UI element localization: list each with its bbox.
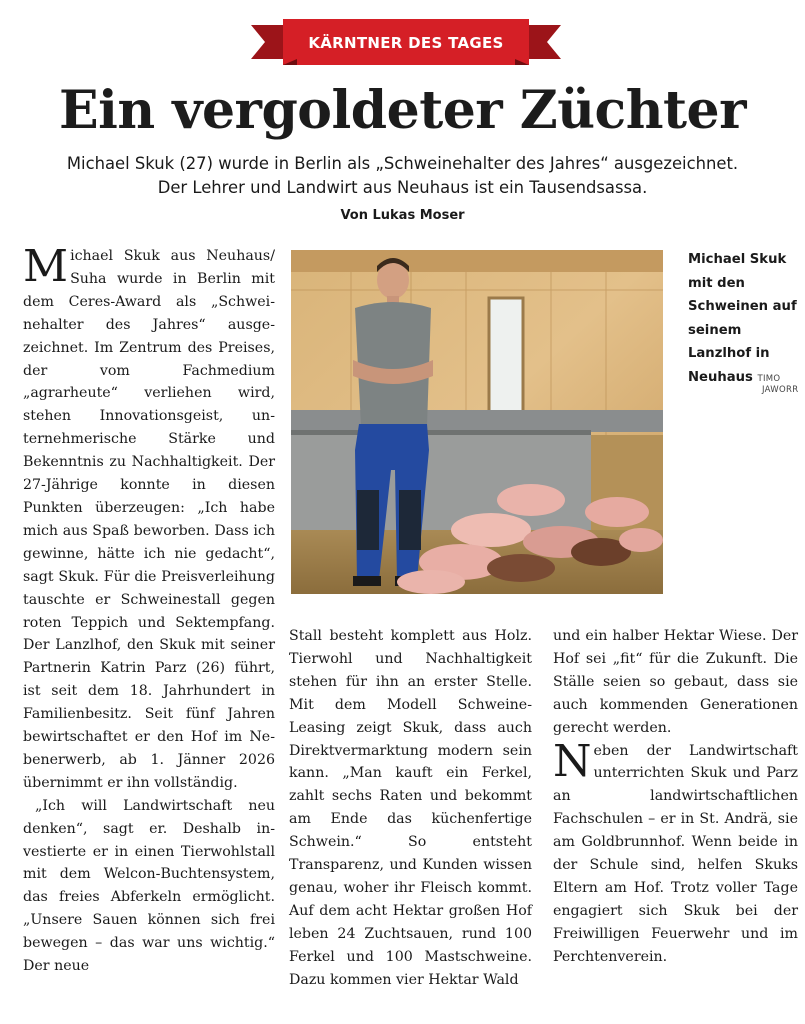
headline: Ein vergoldeter Züchter bbox=[58, 80, 747, 141]
article-photo bbox=[291, 250, 663, 594]
caption-text: Michael Skuk mit den Schweinen auf seinem Lanzlhof in Neuhaus bbox=[688, 252, 797, 385]
drop-cap: M bbox=[23, 241, 69, 292]
article-paragraph-3 bbox=[553, 735, 798, 969]
article-paragraph-2: „Ich will Landwirtschaft neu denken“, sagt er. Deshalb investierte er in einen Tierwohlstall mit dem Welcon-Buchtensystem, das freies Abferkeln ermöglicht. „Unsere Sauen können sich frei bewegen – das war uns wichtig.“ Der neue bbox=[23, 797, 275, 975]
article-paragraph-2-cont: Stall besteht komplett aus Holz. Tierwohl und Nachhaltigkeit stehen für ihn an erster Stelle. Mit dem Modell Schweine-Leasing zeigt Skuk, dass auch Direktvermarktung modern sein kann. „Man kauft ein Ferkel, zahlt sechs Raten und bekommt am Ende das küchenfertige Schwein.“ So entsteht Transparenz, und Kunden wissen genau, woher ihr Fleisch kommt. Auf dem acht Hektar großen Hof leben 24 Zuchtsauen, rund 100 Ferkel und 100 Mastschweine. Dazu kommen vier Hektar Wald bbox=[289, 628, 532, 988]
article-column-3 bbox=[553, 625, 798, 969]
article-column-2 bbox=[289, 625, 532, 992]
photo-farmer-with-pigs bbox=[291, 250, 663, 594]
kicker-ribbon bbox=[251, 19, 561, 65]
article-column-1 bbox=[23, 241, 275, 978]
photo-credit-line-2: JAWORR bbox=[762, 385, 799, 395]
article-paragraph-2-end: und ein halber Hektar Wiese. Der Hof sei „fit“ für die Zukunft. Die Ställe seien so gebaut, dass sie auch kommenden Generationen gerecht werden. bbox=[553, 628, 798, 736]
photo-credit: TIMO bbox=[757, 373, 781, 384]
paragraph-text: ichael Skuk aus Neuhaus/ Suha wurde in Berlin mit dem Ceres-Award als „Schweinehalter des Jahres“ ausgezeichnet. Im Zentrum des Preises, der vom Fachmedium „agrarheute“ verliehen wird, stehen Innovationsgeist, unternehmerische Stärke und Bekenntnis zu Nachhaltigkeit. Der 27-Jährige konnte in diesen Punkten überzeugen: „Ich habe mich aus Spaß beworben. Dass ich gewinne, hätte ich nie gedacht“, sagt Skuk. Für die Preisverleihung tauschte er Schweinestall gegen roten Teppich und Sektempfang. Der Lanzlhof, den Skuk mit seiner Partnerin Katrin Parz (26) führt, ist seit dem 18. Jahrhundert in Familienbesitz. Seit fünf Jahren bewirtschaftet er den Hof im Nebenerwerb, ab 1. Jänner 2026 übernimmt er ihn vollständig. bbox=[23, 248, 275, 791]
photo-caption bbox=[688, 248, 798, 391]
lead-paragraph: Michael Skuk (27) wurde in Berlin als „Schweinehalter des Jahres“ ausgezeichnet. Der Lehrer und Landwirt aus Neuhaus ist ein Tausendsassa. bbox=[66, 154, 739, 197]
byline: Von Lukas Moser bbox=[340, 208, 465, 223]
kicker-label: KÄRNTNER DES TAGES bbox=[308, 34, 504, 52]
drop-cap: N bbox=[553, 735, 592, 787]
paragraph-text: eben der Landwirtschaft unterrichten Skuk und Parz an landwirtschaftlichen Fachschulen – er in St. Andrä, sie am Goldbrunnhof. Wenn beide in der Schule sind, helfen Skuks Eltern am Hof. Trotz voller Tage engagiert sich Skuk bei der Freiwilligen Feuerwehr und im Perchtenverein. bbox=[553, 742, 798, 965]
article-paragraph-1 bbox=[23, 241, 275, 795]
